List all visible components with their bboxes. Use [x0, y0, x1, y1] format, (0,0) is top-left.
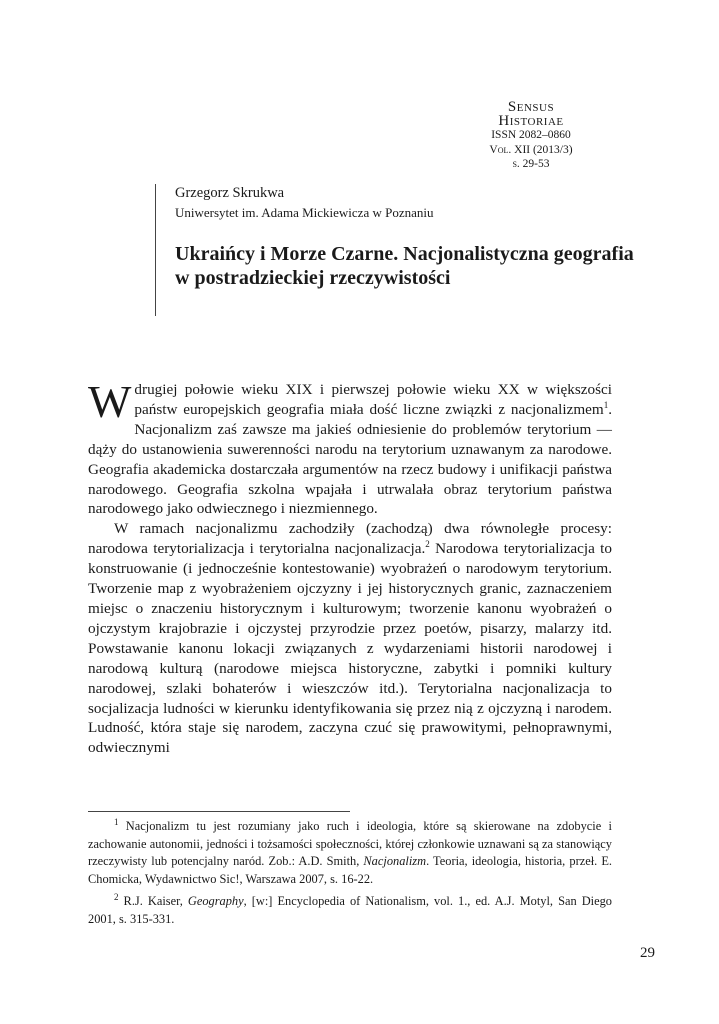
journal-name-line1: Sensus	[507, 99, 555, 115]
footnote-ref-2[interactable]: 2	[425, 539, 430, 550]
footnote-1-text-a: Nacjonalizm tu jest rozumiany jako ruch i ideologia, które są skierowane na zdobycie i zachowanie autonomii, jedności i tożsamości społeczności, której członkowie uznawani są za stanowiący rzeczywisty lub potencjalny naród. Zob.: A.D. Smith,	[88, 819, 612, 869]
journal-volume-label: Vol.	[489, 143, 512, 156]
footnote-2-book-title: Geography	[187, 894, 244, 909]
footnotes	[88, 818, 612, 934]
paragraph-2-text-a: W ramach nacjonalizmu zachodziły (zachodzą) dwa równoległe procesy: narodowa terytorializacja i terytorialna nacjonalizacja.	[88, 520, 612, 558]
page-number: 29	[640, 945, 655, 961]
journal-issn: ISSN 2082–0860	[491, 129, 571, 141]
journal-pages: s. 29-53	[512, 158, 550, 170]
paragraph-1	[88, 376, 612, 519]
article-body	[88, 376, 612, 758]
paragraph-2-text-b: Narodowa terytorializacja to konstruowanie (i jednocześnie kontestowanie) wyobrażeń o narodowym terytorium. Tworzenie map z wyobrażeniem ojczyzny i jej historycznych granic, zaznaczeniem miejsc o znaczeniu historycznym i kulturowym; tworzenie kanonu wyobrażeń o ojczystym krajobrazie i ojczystej przyrodzie przez poetów, pisarzy, malarzy itd. Powstawanie kanonu lokacji związanych z wydarzeniami historii narodowej i narodową kulturą (narodowe miejsca historyczne, zabytki i pomniki kultury narodowej, szlaki bohaterów i wieszczów itd.). Terytorialna nacjonalizacja to socjalizacja ludności w kierunku identyfikowania się przez nią z ojczyzną i narodem. Ludność, która staje się narodem, zaczyna czuć się prawowitymi, pełnoprawnymi, odwiecznymi	[88, 540, 612, 757]
footnote-1-number: 1	[114, 816, 119, 827]
footnote-ref-1[interactable]: 1	[603, 399, 609, 410]
footnote-2-text-a: R.J. Kaiser,	[118, 894, 188, 909]
paragraph-2	[88, 519, 612, 758]
footnote-1-book-title: Nacjonalizm	[363, 854, 427, 869]
journal-volume	[461, 143, 601, 158]
article-title: Ukraińcy i Morze Czarne. Nacjonalistyczna geografia w postradzieckiej rzeczywistości	[175, 243, 634, 289]
journal-name-line2: Historiae	[498, 113, 564, 129]
footnote-1-text-b: . Teoria, ideologia, historia, przeł. E. Chomicka, Wydawnictwo Sic!, Warszawa 2007, s. 16-22.	[88, 854, 612, 886]
drop-cap: W	[88, 376, 132, 427]
author-affiliation: Uniwersytet im. Adama Mickiewicza w Poznaniu	[175, 205, 434, 220]
author-name: Grzegorz Skrukwa	[175, 185, 285, 201]
footnote-1	[88, 818, 612, 888]
journal-header	[461, 100, 601, 172]
footnote-separator	[88, 811, 350, 812]
paragraph-1-text-b: . Nacjonalizm zaś zawsze ma jakieś odniesienie do problemów terytorium — dąży do ustanowienia suwerenności narodu na terytorium uznawanym za narodowe. Geografia akademicka dostarczała argumentów na rzecz budowy i unifikacji państwa narodowego. Geografia szkolna wpajała i utrwalała obraz terytorium państwa narodowego jako odwiecznego i niezmiennego.	[88, 400, 612, 518]
header-divider-line	[155, 184, 156, 316]
footnote-2	[88, 893, 612, 928]
journal-volume-value: XII (2013/3)	[511, 143, 573, 156]
paragraph-1-text-a: drugiej połowie wieku XIX i pierwszej połowie wieku XX w większości państw europejskich geografia miała dość liczne związki z nacjonalizmem	[134, 381, 612, 418]
footnote-2-text-b: , [w:] Encyclopedia of Nationalism, vol. 1., ed. A.J. Motyl, San Diego 2001, s. 315-331.	[88, 894, 612, 926]
footnote-2-number: 2	[114, 892, 119, 903]
